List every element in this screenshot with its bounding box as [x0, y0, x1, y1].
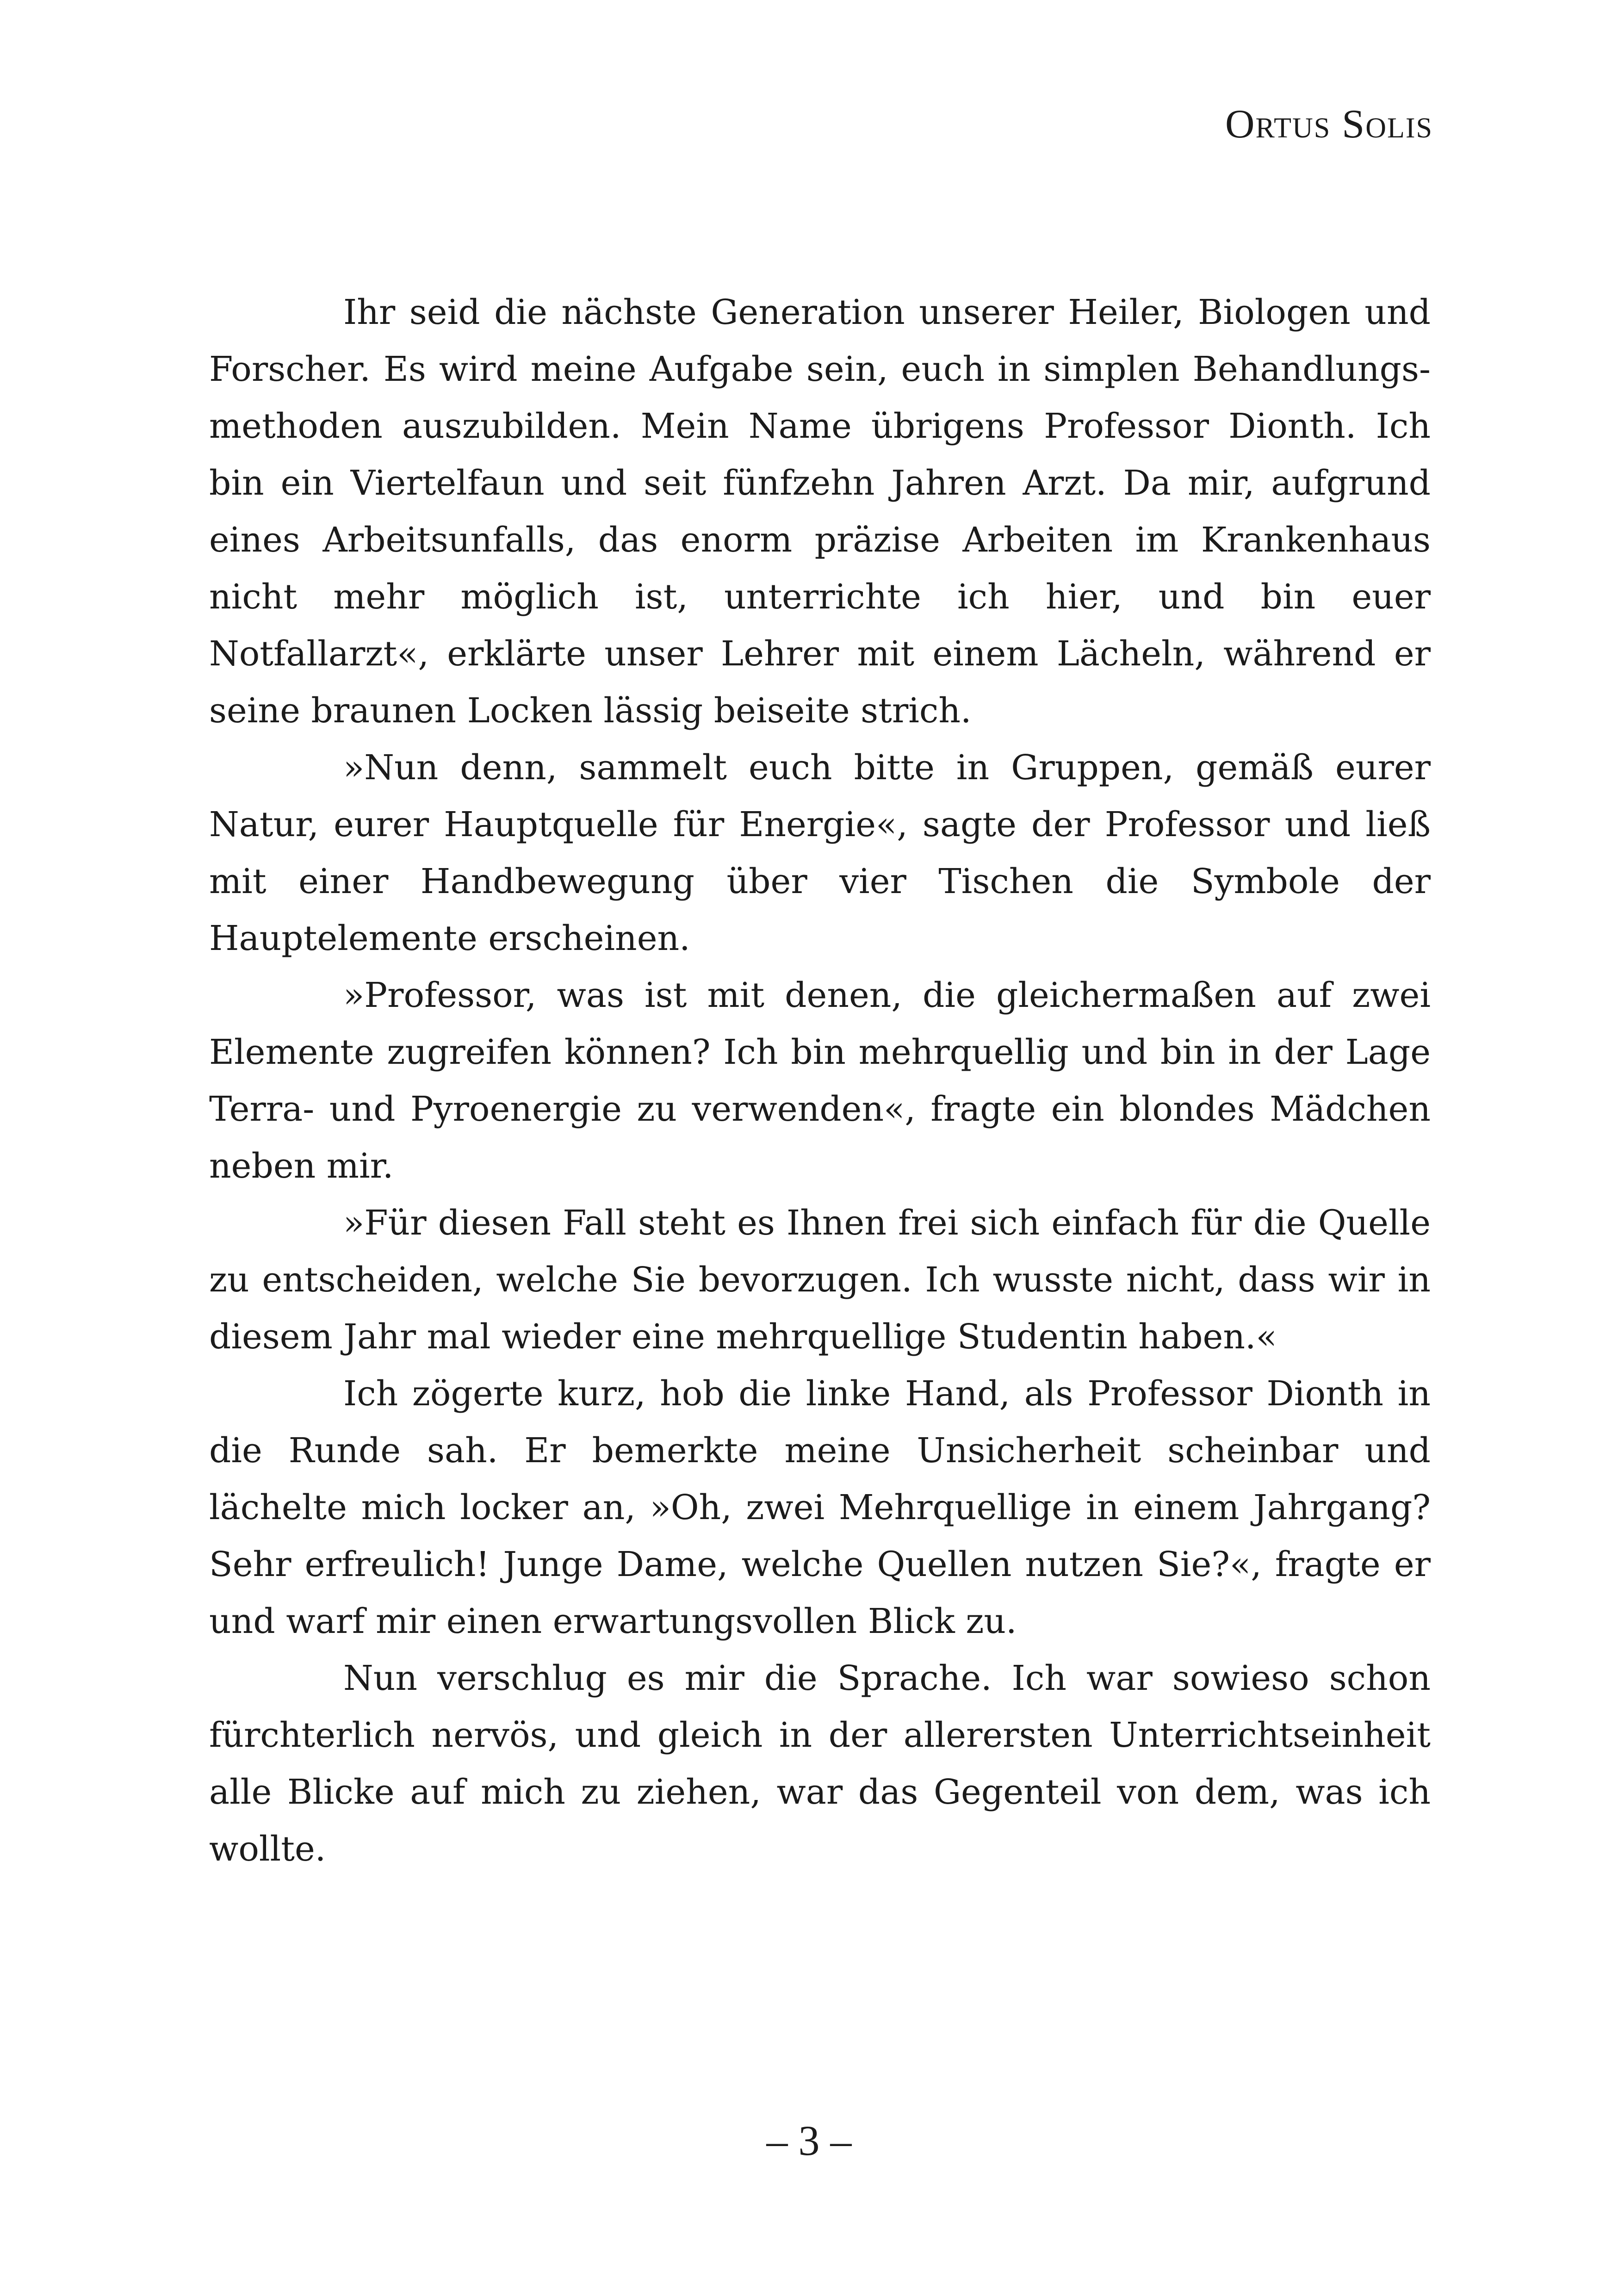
paragraph: »Nun denn, sammelt euch bitte in Gruppen, gemäß eurer Natur, eurer Hauptquelle für Energie«, sagte der Professor und ließ mit einer Handbewegung über vier Tischen die Symbole der Hauptelemente erscheinen.: [209, 748, 1431, 958]
paragraph: »Professor, was ist mit denen, die gleichermaßen auf zwei Elemente zugreifen können? Ich bin mehrquellig und bin in der Lage Terra- und Pyroenergie zu verwenden«, fragte ein blondes Mädchen neben mir.: [209, 975, 1431, 1186]
running-head: Ortus Solis: [1225, 102, 1433, 147]
paragraph: Ich zögerte kurz, hob die linke Hand, als Professor Dionth in die Runde sah. Er bemerkte meine Unsicherheit scheinbar und lächelte mich locker an, »Oh, zwei Mehrquellige in einem Jahrgang? Sehr erfreulich! Junge Dame, welche Quellen nutzen Sie?«, fragte er und warf mir einen erwartungsvollen Blick zu.: [209, 1374, 1431, 1641]
paragraph: Ihr seid die nächste Generation unserer Heiler, Biologen und Forscher. Es wird meine Aufgabe sein, euch in simplen Behandlungsmethoden auszubilden. Mein Name übrigens Professor Dionth. Ich bin ein Viertelfaun und seit fünfzehn Jahren Arzt. Da mir, aufgrund eines Arbeitsunfalls, das enorm präzise Arbeiten im Krankenhaus nicht mehr möglich ist, unterrichte ich hier, und bin euer Notfallarzt«, erklärte unser Lehrer mit einem Lächeln, während er seine braunen Locken lässig beiseite strich.: [209, 292, 1431, 731]
page-number: – 3 –: [766, 2117, 852, 2164]
paragraph: »Für diesen Fall steht es Ihnen frei sich einfach für die Quelle zu entscheiden, welche Sie bevorzugen. Ich wusste nicht, dass wir in diesem Jahr mal wieder eine mehrquellige Studentin haben.«: [209, 1203, 1431, 1357]
body-text: [209, 284, 1431, 1878]
paragraph: Nun verschlug es mir die Sprache. Ich war sowieso schon fürchterlich nervös, und gleich in der allerersten Unterrichtseinheit alle Blicke auf mich zu ziehen, war das Gegenteil von dem, was ich wollte.: [209, 1658, 1431, 1869]
